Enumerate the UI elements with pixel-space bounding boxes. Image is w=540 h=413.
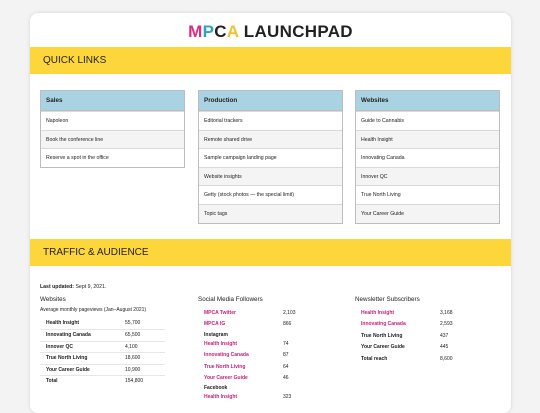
row-value: 65,500	[125, 332, 141, 339]
traffic-heading: TRAFFIC & AUDIENCE	[30, 239, 511, 266]
social-link[interactable]: True North Living	[204, 363, 246, 370]
row-name: Your Career Guide	[46, 366, 90, 373]
row-value: 8,600	[440, 355, 453, 362]
social-link[interactable]: Health Insight	[204, 394, 238, 401]
websites-column	[355, 90, 500, 224]
row-value: 18,600	[125, 355, 141, 362]
quick-link[interactable]: Book the conference line	[41, 130, 184, 149]
table-row	[40, 329, 165, 340]
row-value: 323	[283, 394, 292, 401]
quick-link[interactable]: Getty (stock photos — the special limit)	[199, 185, 342, 204]
instagram-label: Instagram	[204, 331, 228, 338]
row-value: 46	[283, 374, 289, 381]
table-row	[198, 362, 323, 373]
social-table	[198, 308, 323, 404]
row-value: 866	[283, 321, 292, 328]
table-row	[40, 375, 165, 386]
table-row	[40, 318, 165, 329]
sales-column	[40, 90, 185, 168]
table-row	[40, 364, 165, 375]
table-row	[40, 352, 165, 363]
last-updated-value: Sept 9, 2021.	[75, 284, 107, 290]
social-stats	[198, 296, 323, 404]
row-value: 55,700	[125, 320, 141, 326]
websites-stats	[40, 296, 165, 386]
newsletter-title: Newsletter Subscribers	[355, 296, 420, 303]
table-row	[198, 392, 323, 403]
quick-link[interactable]: Napoleon	[41, 111, 184, 130]
logo-letter-a: A	[226, 22, 239, 41]
row-value: 64	[283, 363, 289, 370]
row-value: 437	[440, 332, 449, 339]
last-updated-label: Last updated:	[40, 284, 75, 290]
quick-link[interactable]: Your Career Guide	[356, 204, 499, 223]
row-value: 74	[283, 340, 289, 347]
table-row	[198, 308, 323, 319]
quick-link[interactable]: True North Living	[356, 185, 499, 204]
logo-text: LAUNCHPAD	[238, 22, 353, 41]
websites-title: Websites	[40, 296, 66, 303]
table-row	[198, 319, 323, 330]
app-logo	[30, 22, 511, 42]
row-name: Innovating Canada	[46, 332, 91, 339]
quick-links-heading: QUICK LINKS	[30, 47, 511, 74]
row-name: Total reach	[361, 355, 388, 362]
row-name: Your Career Guide	[361, 344, 405, 351]
row-name: True North Living	[46, 355, 88, 362]
quick-link[interactable]: Health Insight	[356, 130, 499, 149]
table-row	[355, 308, 480, 319]
social-link[interactable]: Health Insight	[204, 340, 238, 347]
row-value: 10,900	[125, 366, 141, 373]
quick-link[interactable]: Innover QC	[356, 167, 499, 186]
quick-link[interactable]: Topic tags	[199, 204, 342, 223]
table-row	[355, 354, 480, 365]
newsletter-link[interactable]: Innovating Canada	[361, 321, 406, 328]
table-row	[40, 341, 165, 352]
newsletter-stats	[355, 296, 480, 365]
logo-letter-m: M	[188, 22, 203, 41]
production-column	[198, 90, 343, 224]
quick-link[interactable]: Guide to Cannabis	[356, 111, 499, 130]
table-row	[198, 339, 323, 350]
row-value: 2,103	[283, 310, 296, 316]
websites-header: Websites	[356, 91, 499, 111]
row-value: 154,800	[125, 377, 144, 384]
production-header: Production	[199, 91, 342, 111]
quick-link[interactable]: Editorial trackers	[199, 111, 342, 130]
social-title: Social Media Followers	[198, 296, 263, 303]
social-link[interactable]: Innovating Canada	[204, 352, 249, 359]
row-value: 4,100	[125, 343, 138, 350]
row-value: 87	[283, 352, 289, 359]
logo-letter-p: P	[202, 22, 215, 41]
table-row	[355, 342, 480, 353]
table-row	[198, 350, 323, 361]
row-value: 445	[440, 344, 449, 351]
sales-header: Sales	[41, 91, 184, 111]
websites-subtitle: Average monthly pageviews (Jan–August 2021)	[40, 307, 147, 313]
quick-link[interactable]: Website insights	[199, 167, 342, 186]
quick-link[interactable]: Reserve a spot in the office	[41, 148, 184, 167]
row-name: Innover QC	[46, 343, 73, 350]
newsletter-link[interactable]: Health Insight	[361, 310, 395, 316]
social-link[interactable]: Your Career Guide	[204, 374, 248, 381]
quick-link[interactable]: Remote shared drive	[199, 130, 342, 149]
row-value: 2,593	[440, 321, 453, 328]
social-link[interactable]: MPCA IG	[204, 321, 226, 328]
logo-letter-c: C	[214, 22, 227, 41]
last-updated	[40, 284, 106, 290]
table-row	[355, 319, 480, 330]
social-link[interactable]: MPCA Twitter	[204, 310, 236, 316]
quick-link[interactable]: Sample campaign landing page	[199, 148, 342, 167]
table-row	[198, 373, 323, 384]
row-value: 3,168	[440, 310, 453, 316]
websites-table	[40, 318, 165, 386]
launchpad-card	[30, 13, 511, 413]
row-name: Total	[46, 377, 58, 384]
quick-link[interactable]: Innovating Canada	[356, 148, 499, 167]
facebook-label: Facebook	[204, 385, 228, 392]
row-name: Health Insight	[46, 320, 80, 326]
row-name: True North Living	[361, 332, 403, 339]
newsletter-table	[355, 308, 480, 365]
table-row	[355, 331, 480, 342]
